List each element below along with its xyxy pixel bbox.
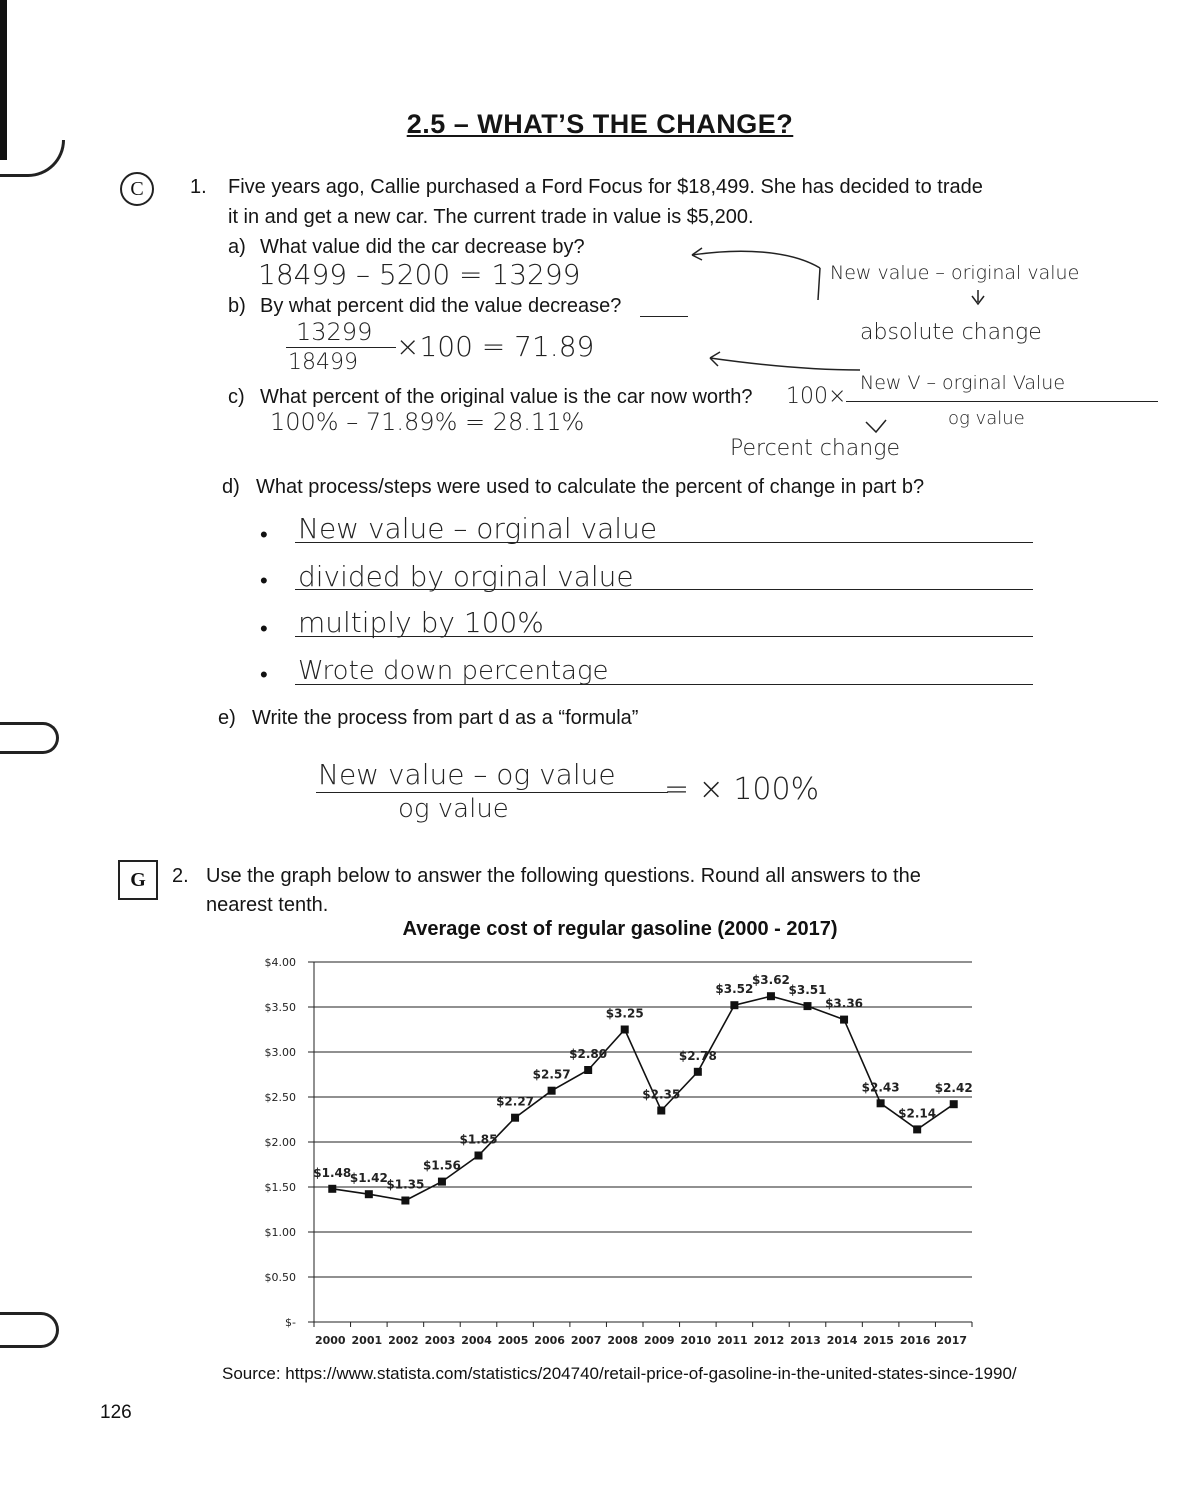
data-point [365,1190,373,1198]
question-1-text-line1: Five years ago, Callie purchased a Ford Focus for $18,499. She has decided to trade [228,176,983,198]
data-label: $2.35 [642,1087,681,1102]
formula-denominator: og value [398,794,509,824]
x-tick-label: 2000 [314,1334,346,1347]
question-2-text-line2: nearest tenth. [206,894,329,916]
part-b-fraction-bar [286,347,396,348]
part-b-label: b) [228,295,246,317]
note-percent-change: Percent change [730,436,900,461]
y-tick-label: $- [285,1316,296,1329]
question-1-marker: C [120,172,154,206]
chart-title: Average cost of regular gasoline (2000 - 2017) [402,918,838,940]
data-label: $2.42 [934,1081,973,1096]
formula-fraction-bar [316,792,668,793]
question-2-text-line1: Use the graph below to answer the following questions. Round all answers to the [206,865,921,887]
x-tick-label: 2003 [424,1334,456,1347]
x-tick-label: 2008 [607,1334,639,1347]
part-b-answer-numerator: 13299 [296,318,373,346]
data-point [621,1026,629,1034]
x-tick-label: 2016 [899,1334,931,1347]
note-absolute-change: absolute change [860,320,1042,345]
step-bullet: • [260,522,268,547]
data-label: $2.43 [861,1080,900,1095]
note-new-minus-original: New value – original value [830,262,1080,284]
binder-ring-middle [0,722,59,754]
y-tick-label: $3.00 [264,1046,296,1059]
source-citation: Source: https://www.statista.com/statistics/204740/retail-price-of-gasoline-in-the-united-states-since-1990/ [222,1364,1017,1383]
x-tick-label: 2012 [753,1334,785,1347]
x-tick-label: 2007 [570,1334,602,1347]
step-3: multiply by 100% [298,606,544,639]
data-point [511,1114,519,1122]
y-tick-label: $1.00 [264,1226,296,1239]
data-point [913,1125,921,1133]
formula-rest: = × 100% [664,772,820,807]
part-c-answer: 100% – 71.89% = 28.11% [270,408,585,436]
part-d-label: d) [222,476,240,498]
part-b-answer-denominator: 18499 [288,350,358,375]
binder-edge [0,0,7,160]
part-c-question: What percent of the original value is the car now worth? [260,386,753,408]
data-label: $2.78 [678,1048,717,1063]
part-a-question: What value did the car decrease by? [260,236,585,258]
gasoline-chart [0,940,1200,1360]
question-1-number: 1. [190,176,207,198]
data-label: $2.80 [569,1047,608,1061]
y-tick-label: $2.50 [264,1091,296,1104]
data-label: $1.48 [313,1165,352,1180]
data-point [694,1068,702,1076]
step-1: New value – orginal value [298,512,658,545]
part-b-answer-rest: ×100 = 71.89 [396,330,595,363]
data-point [438,1178,446,1186]
data-label: $3.51 [788,983,827,998]
data-point [840,1016,848,1024]
x-tick-label: 2011 [717,1334,748,1347]
x-tick-label: 2006 [534,1334,565,1347]
step-2: divided by orginal value [298,560,634,593]
part-c-margin-mark: 100× [786,384,847,409]
data-point [804,1002,812,1010]
part-c-label: c) [228,386,245,408]
x-tick-label: 2001 [351,1334,383,1347]
x-tick-label: 2015 [863,1334,894,1347]
x-tick-label: 2014 [826,1334,858,1347]
y-tick-label: $2.00 [264,1136,296,1149]
part-a-answer: 18499 – 5200 = 13299 [258,258,581,291]
step-bullet: • [260,662,268,687]
question-2-number: 2. [172,865,189,887]
data-label: $2.14 [898,1106,937,1121]
x-tick-label: 2013 [790,1334,821,1347]
step-bullet: • [260,568,268,593]
x-tick-label: 2004 [461,1334,492,1347]
data-label: $1.85 [459,1132,498,1147]
data-label: $1.56 [422,1158,461,1173]
note-fraction-bar [846,401,1158,402]
data-label: $3.36 [825,996,864,1011]
part-e-question: Write the process from part d as a “formula” [252,707,639,729]
y-tick-label: $0.50 [264,1271,296,1284]
data-label: $2.27 [496,1094,535,1109]
data-point [401,1197,409,1205]
data-label: $1.42 [349,1171,388,1186]
x-tick-label: 2002 [388,1334,419,1347]
binder-ring-top [0,140,65,177]
data-label: $1.35 [386,1177,425,1192]
data-point [548,1087,556,1095]
part-b-question: By what percent did the value decrease? [260,295,622,317]
note-percent-numerator: New V – orginal Value [860,372,1066,394]
x-tick-label: 2010 [680,1334,712,1347]
data-point [730,1001,738,1009]
data-label: $3.62 [751,973,790,988]
step-bullet: • [260,616,268,641]
step-4: Wrote down percentage [298,656,609,686]
note-percent-denominator: og value [948,408,1025,429]
data-point [328,1185,336,1193]
x-tick-label: 2009 [643,1334,675,1347]
data-point [657,1107,665,1115]
y-tick-label: $1.50 [264,1181,296,1194]
page-number: 126 [100,1402,132,1423]
data-point [475,1152,483,1160]
data-point [767,992,775,1000]
data-point [584,1066,592,1074]
part-e-label: e) [218,707,236,729]
data-point [877,1099,885,1107]
part-a-label: a) [228,236,246,258]
question-1-text-line2: it in and get a new car. The current trade in value is $5,200. [228,206,754,228]
page-title: 2.5 – WHAT’S THE CHANGE? [406,109,794,139]
x-tick-label: 2017 [936,1334,968,1347]
part-d-question: What process/steps were used to calculate the percent of change in part b? [256,476,925,498]
data-point [950,1100,958,1108]
data-label: $3.52 [715,982,754,997]
formula-numerator: New value – og value [318,758,616,791]
question-2-marker: G [118,860,158,900]
y-tick-label: $3.50 [264,1001,296,1014]
data-label: $3.25 [605,1006,644,1021]
data-label: $2.57 [532,1067,571,1082]
y-tick-label: $4.00 [264,956,296,969]
x-tick-label: 2005 [497,1334,529,1347]
